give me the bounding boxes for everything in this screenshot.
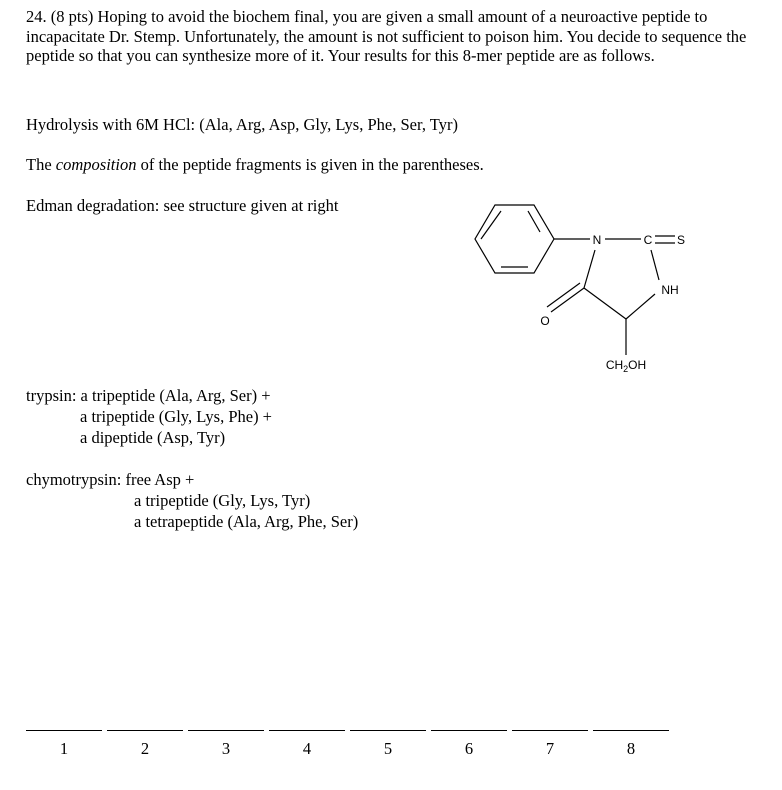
edman-degradation-note: Edman degradation: see structure given at right — [26, 196, 339, 215]
atom-o-label: O — [540, 314, 550, 328]
atom-n-label: N — [592, 233, 602, 247]
blank-number-3: 3 — [221, 739, 231, 758]
ch2oh-suffix: OH — [628, 358, 647, 372]
blank-number-8: 8 — [626, 739, 636, 758]
ch2oh-label — [606, 358, 646, 374]
answer-blank-3[interactable] — [188, 730, 264, 731]
trypsin-line-3: a dipeptide (Asp, Tyr) — [80, 428, 226, 447]
answer-blank-4[interactable] — [269, 730, 345, 731]
blank-number-6: 6 — [464, 739, 474, 758]
composition-note — [26, 155, 484, 175]
answer-blank-5[interactable] — [350, 730, 426, 731]
n-carbonyl-bond — [584, 250, 595, 288]
benzene-inner-bond-1 — [528, 211, 540, 232]
benzene-inner-bond-3 — [481, 211, 501, 239]
atom-s-label: S — [676, 233, 686, 247]
atom-nh-label: NH — [661, 283, 679, 297]
composition-note-prefix: The — [26, 155, 56, 174]
pth-structure-diagram — [440, 188, 700, 378]
composition-note-suffix: of the peptide fragments is given in the parentheses. — [136, 155, 484, 174]
blank-number-7: 7 — [545, 739, 555, 758]
blank-number-2: 2 — [140, 739, 150, 758]
answer-blank-1[interactable] — [26, 730, 102, 731]
hydrolysis-result: Hydrolysis with 6M HCl: (Ala, Arg, Asp, Gly, Lys, Phe, Ser, Tyr) — [26, 115, 458, 134]
question-intro: 24. (8 pts) Hoping to avoid the biochem final, you are given a small amount of a neuroactive peptide to incapacitate Dr. Stemp. Unfortunately, the amount is not sufficient to poison him. You decide to sequence the peptide so that you can synthesize more of it. Your results for this 8-mer peptide are as follows. — [26, 7, 747, 65]
atom-c-label: C — [643, 233, 653, 247]
blank-number-5: 5 — [383, 739, 393, 758]
answer-blank-6[interactable] — [431, 730, 507, 731]
trypsin-line-1: trypsin: a tripeptide (Ala, Arg, Ser) + — [26, 386, 271, 405]
benzene-ring — [475, 205, 554, 273]
blank-number-1: 1 — [59, 739, 69, 758]
ch2oh-prefix: CH — [605, 358, 624, 372]
trypsin-line-2: a tripeptide (Gly, Lys, Phe) + — [80, 407, 272, 426]
c-nh-bond — [651, 250, 659, 280]
answer-blank-7[interactable] — [512, 730, 588, 731]
calpha-nh-bond — [626, 294, 655, 319]
blank-number-4: 4 — [302, 739, 312, 758]
carbonyl-calpha-bond — [584, 288, 626, 319]
answer-blank-2[interactable] — [107, 730, 183, 731]
composition-note-emphasis: composition — [55, 155, 137, 174]
chymotrypsin-line-1: chymotrypsin: free Asp + — [26, 470, 195, 489]
ch2oh-subscript: 2 — [623, 364, 629, 374]
chymotrypsin-line-3: a tetrapeptide (Ala, Arg, Phe, Ser) — [134, 512, 359, 531]
answer-blank-8[interactable] — [593, 730, 669, 731]
chymotrypsin-line-2: a tripeptide (Gly, Lys, Tyr) — [134, 491, 311, 510]
